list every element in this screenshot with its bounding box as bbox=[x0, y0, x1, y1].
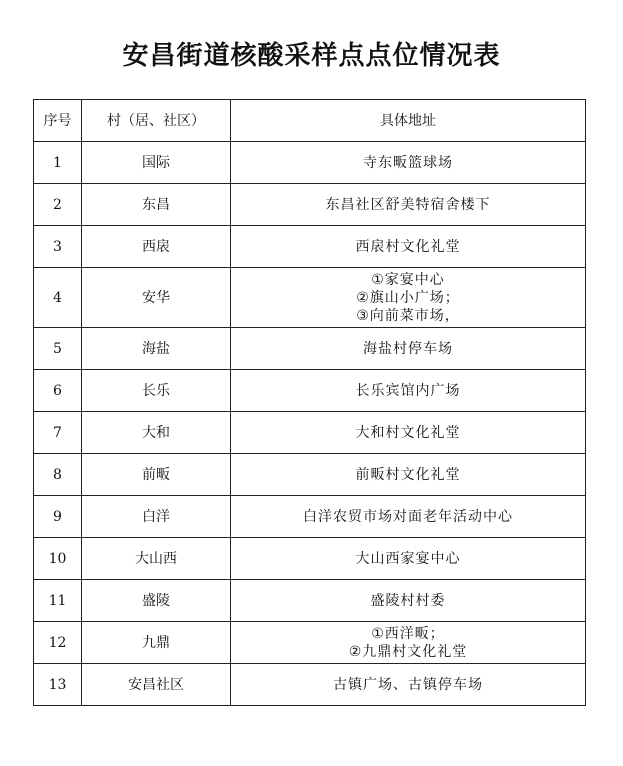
address-line: 长乐宾馆内广场 bbox=[355, 382, 461, 399]
cell-village: 盛陵 bbox=[82, 580, 231, 622]
address-line: ②旗山小广场； bbox=[356, 289, 460, 306]
table-body bbox=[34, 142, 586, 706]
table-header-row bbox=[34, 100, 586, 142]
address-line: ①西洋畈； bbox=[371, 625, 445, 642]
cell-serial: 5 bbox=[34, 328, 82, 370]
cell-serial: 11 bbox=[34, 580, 82, 622]
table-row bbox=[34, 184, 586, 226]
cell-village: 大山西 bbox=[82, 538, 231, 580]
cell-address bbox=[231, 328, 586, 370]
address-line: 东昌社区舒美特宿舍楼下 bbox=[325, 196, 491, 213]
address-line: ①家宴中心 bbox=[371, 271, 445, 288]
cell-village: 安华 bbox=[82, 268, 231, 328]
address-line: 古镇广场、古镇停车场 bbox=[333, 676, 483, 693]
cell-serial: 9 bbox=[34, 496, 82, 538]
cell-serial: 1 bbox=[34, 142, 82, 184]
cell-serial: 4 bbox=[34, 268, 82, 328]
cell-serial: 12 bbox=[34, 622, 82, 664]
address-line: 西扆村文化礼堂 bbox=[355, 238, 461, 255]
cell-address bbox=[231, 496, 586, 538]
table-row bbox=[34, 142, 586, 184]
header-serial: 序号 bbox=[34, 100, 82, 142]
header-address: 具体地址 bbox=[231, 100, 586, 142]
cell-address bbox=[231, 454, 586, 496]
cell-address bbox=[231, 538, 586, 580]
table-row bbox=[34, 664, 586, 706]
table-row bbox=[34, 622, 586, 664]
cell-serial: 7 bbox=[34, 412, 82, 454]
address-line: 寺东畈篮球场 bbox=[363, 154, 453, 171]
cell-address bbox=[231, 664, 586, 706]
table-row bbox=[34, 580, 586, 622]
cell-village: 国际 bbox=[82, 142, 231, 184]
table-row bbox=[34, 412, 586, 454]
cell-address bbox=[231, 142, 586, 184]
cell-village: 九鼎 bbox=[82, 622, 231, 664]
table-row bbox=[34, 328, 586, 370]
address-line: 大和村文化礼堂 bbox=[355, 424, 461, 441]
cell-address bbox=[231, 580, 586, 622]
address-line: 盛陵村村委 bbox=[370, 592, 446, 609]
address-line: ②九鼎村文化礼堂 bbox=[348, 643, 468, 660]
sampling-sites-table bbox=[33, 99, 586, 706]
cell-serial: 6 bbox=[34, 370, 82, 412]
cell-village: 白洋 bbox=[82, 496, 231, 538]
cell-address bbox=[231, 226, 586, 268]
address-line: 前畈村文化礼堂 bbox=[355, 466, 461, 483]
address-line: 大山西家宴中心 bbox=[355, 550, 461, 567]
table-row bbox=[34, 496, 586, 538]
address-line: ③向前菜市场， bbox=[356, 307, 460, 324]
cell-serial: 10 bbox=[34, 538, 82, 580]
address-line: 海盐村停车场 bbox=[363, 340, 453, 357]
cell-address bbox=[231, 268, 586, 328]
table-row bbox=[34, 226, 586, 268]
page-title: 安昌街道核酸采样点点位情况表 bbox=[122, 41, 501, 71]
cell-address bbox=[231, 370, 586, 412]
cell-village: 东昌 bbox=[82, 184, 231, 226]
cell-serial: 3 bbox=[34, 226, 82, 268]
cell-village: 大和 bbox=[82, 412, 231, 454]
cell-address bbox=[231, 184, 586, 226]
cell-address bbox=[231, 412, 586, 454]
table-row bbox=[34, 538, 586, 580]
table-row bbox=[34, 370, 586, 412]
header-village: 村（居、社区） bbox=[82, 100, 231, 142]
cell-village: 前畈 bbox=[82, 454, 231, 496]
address-line: 白洋农贸市场对面老年活动中心 bbox=[303, 508, 513, 525]
cell-address bbox=[231, 622, 586, 664]
table-row bbox=[34, 454, 586, 496]
cell-village: 西扆 bbox=[82, 226, 231, 268]
table-row bbox=[34, 268, 586, 328]
cell-village: 安昌社区 bbox=[82, 664, 231, 706]
cell-serial: 8 bbox=[34, 454, 82, 496]
cell-serial: 2 bbox=[34, 184, 82, 226]
cell-serial: 13 bbox=[34, 664, 82, 706]
cell-village: 海盐 bbox=[82, 328, 231, 370]
cell-village: 长乐 bbox=[82, 370, 231, 412]
